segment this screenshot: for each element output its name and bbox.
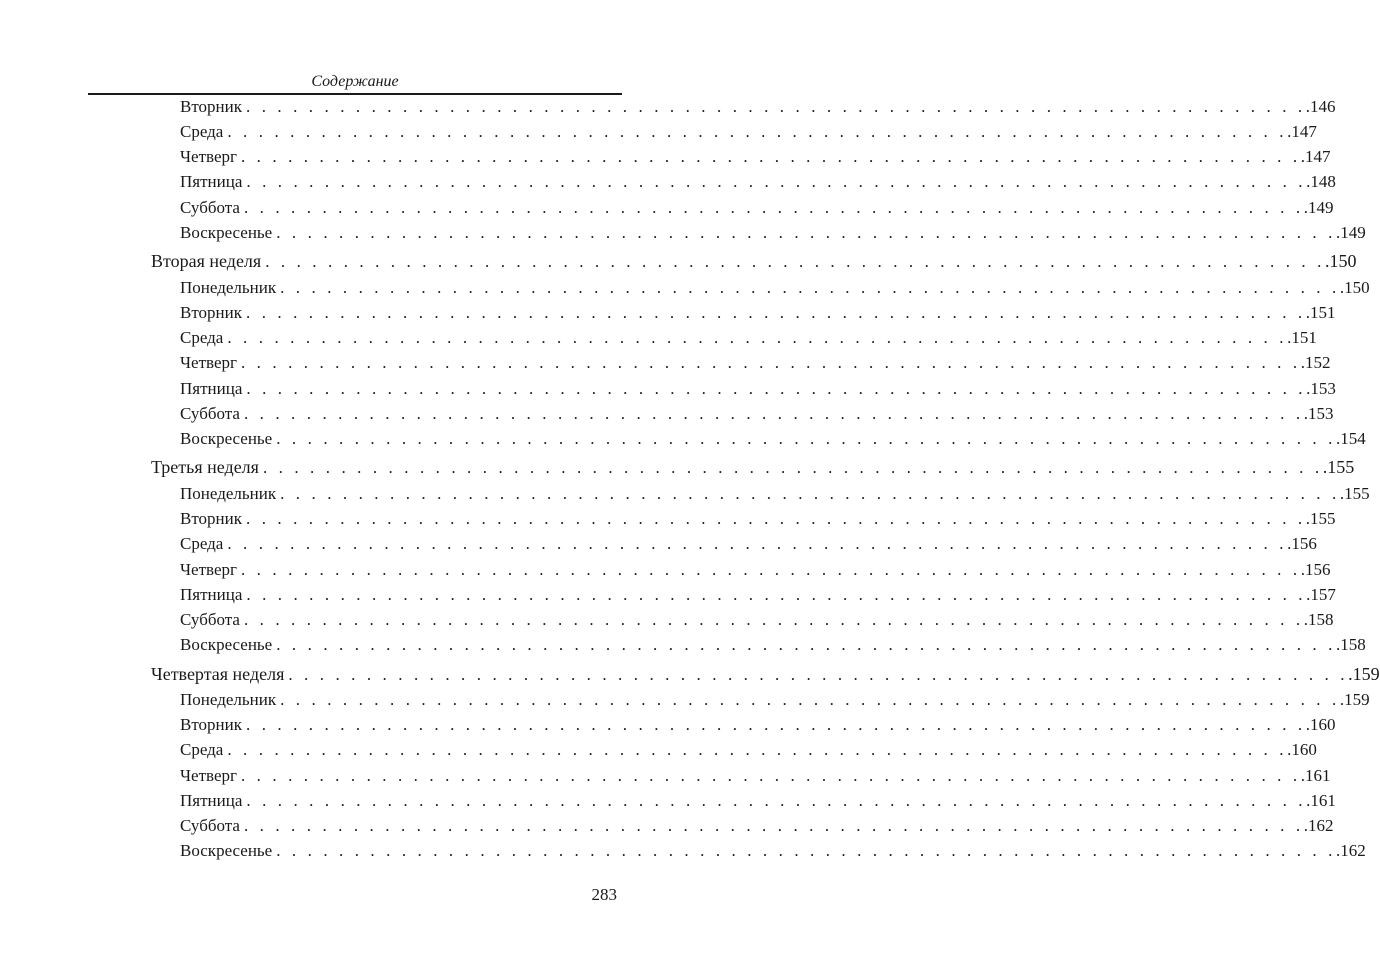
toc-entry-page: .149	[1335, 223, 1366, 242]
toc-section-entry	[0, 455, 1355, 480]
toc-entry-label: Суббота	[180, 404, 240, 423]
toc-section-entry	[0, 662, 1380, 687]
toc-entry	[0, 376, 1336, 401]
toc-entry-label: Вторник	[180, 715, 242, 734]
toc-dot-leader: . . . . . . . . . . . . . . . . . . . . . . . . . . . . . . . . . . . . . . . . . . . . . . . . . . . . . . . . . . . . . . . . . . . .	[246, 303, 1306, 322]
toc-entry-label: Среда	[180, 328, 224, 347]
toc-entry-label: Суббота	[180, 816, 240, 835]
toc-entry	[0, 300, 1336, 325]
toc-entry-label: Пятница	[180, 172, 243, 191]
toc-entry	[0, 275, 1370, 300]
toc-dot-leader: . . . . . . . . . . . . . . . . . . . . . . . . . . . . . . . . . . . . . . . . . . . . . . . . . . . . . . . . . . . . . . . . . . . .	[240, 353, 1301, 372]
toc-entry-label: Понедельник	[180, 278, 277, 297]
toc-dot-leader: . . . . . . . . . . . . . . . . . . . . . . . . . . . . . . . . . . . . . . . . . . . . . . . . . . . . . . . . . . . . . . . . . . . .	[243, 610, 1304, 629]
toc-entry-page: .150	[1324, 251, 1357, 271]
toc-entry	[0, 531, 1317, 556]
toc-entry-label: Вторник	[180, 303, 242, 322]
toc-entry	[0, 582, 1336, 607]
toc-entry-label: Четвертая неделя	[151, 664, 285, 684]
toc-entry	[0, 401, 1334, 426]
toc-entry-label: Понедельник	[180, 690, 277, 709]
toc-entry-label: Третья неделя	[151, 457, 259, 477]
toc-dot-leader: . . . . . . . . . . . . . . . . . . . . . . . . . . . . . . . . . . . . . . . . . . . . . . . . . . . . . . . . . . . . . . . . . . . .	[276, 841, 1336, 860]
toc-dot-leader: . . . . . . . . . . . . . . . . . . . . . . . . . . . . . . . . . . . . . . . . . . . . . . . . . . . . . . . . . . . . . . . . . . . .	[243, 197, 1304, 217]
toc-dot-leader: . . . . . . . . . . . . . . . . . . . . . . . . . . . . . . . . . . . . . . . . . . . . . . . . . . . . . . . . . . . . . . . . . . . .	[288, 665, 1349, 684]
toc-entry-page: .157	[1306, 585, 1336, 604]
page-number: 283	[591, 885, 617, 904]
toc-dot-leader: . . . . . . . . . . . . . . . . . . . . . . . . . . . . . . . . . . . . . . . . . . . . . . . . . . . . . . . . . . . . . . . . . . . .	[265, 252, 1325, 271]
toc-entry-page: .148	[1306, 172, 1336, 191]
toc-entry	[0, 737, 1317, 762]
toc-entry	[0, 687, 1370, 712]
toc-dot-leader: . . . . . . . . . . . . . . . . . . . . . . . . . . . . . . . . . . . . . . . . . . . . . . . . . . . . . . . . . . . . . . . . . . . .	[276, 223, 1336, 242]
toc-entry-page: .154	[1335, 429, 1366, 448]
toc-entry-page: .159	[1339, 690, 1370, 709]
toc-dot-leader: . . . . . . . . . . . . . . . . . . . . . . . . . . . . . . . . . . . . . . . . . . . . . . . . . . . . . . . . . . . . . . . . . . . .	[276, 635, 1336, 654]
toc-dot-leader: . . . . . . . . . . . . . . . . . . . . . . . . . . . . . . . . . . . . . . . . . . . . . . . . . . . . . . . . . . . . . . . . . . . .	[280, 278, 1340, 297]
toc-dot-leader: . . . . . . . . . . . . . . . . . . . . . . . . . . . . . . . . . . . . . . . . . . . . . . . . . . . . . . . . . . . . . . . . . . . .	[227, 328, 1288, 347]
toc-entry	[0, 788, 1336, 813]
toc-dot-leader: . . . . . . . . . . . . . . . . . . . . . . . . . . . . . . . . . . . . . . . . . . . . . . . . . . . . . . . . . . . . . . . . . . . .	[227, 534, 1288, 553]
toc-entry-label: Вторник	[180, 509, 242, 528]
toc-entry-page: .160	[1287, 740, 1317, 759]
toc-entry-page: .153	[1303, 404, 1334, 423]
toc-entry-page: .156	[1300, 560, 1331, 579]
toc-entry-page: .147	[1287, 122, 1317, 141]
toc-entry-label: Воскресенье	[180, 841, 273, 860]
toc-entry-page: .149	[1303, 197, 1334, 217]
toc-entry-label: Среда	[180, 740, 224, 759]
toc-entry-label: Понедельник	[180, 484, 277, 503]
toc-entry-page: .150	[1339, 278, 1370, 297]
toc-entry	[0, 712, 1336, 737]
toc-entry-page: .161	[1300, 766, 1331, 785]
toc-entry-page: .162	[1303, 816, 1334, 835]
toc-entry-label: Пятница	[180, 791, 243, 810]
toc-entry-page: .147	[1300, 147, 1331, 166]
toc-dot-leader: . . . . . . . . . . . . . . . . . . . . . . . . . . . . . . . . . . . . . . . . . . . . . . . . . . . . . . . . . . . . . . . . . . . .	[240, 147, 1301, 166]
toc-entry-label: Среда	[180, 122, 224, 141]
toc-dot-leader: . . . . . . . . . . . . . . . . . . . . . . . . . . . . . . . . . . . . . . . . . . . . . . . . . . . . . . . . . . . . . . . . . . . .	[246, 96, 1306, 116]
toc-dot-leader: . . . . . . . . . . . . . . . . . . . . . . . . . . . . . . . . . . . . . . . . . . . . . . . . . . . . . . . . . . . . . . . . . . . .	[246, 172, 1307, 191]
toc-entry-page: .161	[1306, 791, 1336, 810]
toc-entry-page: .155	[1305, 509, 1336, 528]
toc-entry	[0, 325, 1317, 350]
toc-entry-label: Пятница	[180, 379, 243, 398]
toc-dot-leader: . . . . . . . . . . . . . . . . . . . . . . . . . . . . . . . . . . . . . . . . . . . . . . . . . . . . . . . . . . . . . . . . . . . .	[227, 122, 1288, 141]
toc-entry	[0, 506, 1336, 531]
toc-entry	[0, 838, 1366, 863]
toc-entry	[0, 813, 1334, 838]
toc-dot-leader: . . . . . . . . . . . . . . . . . . . . . . . . . . . . . . . . . . . . . . . . . . . . . . . . . . . . . . . . . . . . . . . . . . . .	[240, 766, 1301, 785]
toc-dot-leader: . . . . . . . . . . . . . . . . . . . . . . . . . . . . . . . . . . . . . . . . . . . . . . . . . . . . . . . . . . . . . . . . . . . .	[246, 715, 1306, 734]
toc-dot-leader: . . . . . . . . . . . . . . . . . . . . . . . . . . . . . . . . . . . . . . . . . . . . . . . . . . . . . . . . . . . . . . . . . . . .	[280, 690, 1340, 709]
toc-dot-leader: . . . . . . . . . . . . . . . . . . . . . . . . . . . . . . . . . . . . . . . . . . . . . . . . . . . . . . . . . . . . . . . . . . . .	[276, 429, 1336, 448]
toc-entry-page: .158	[1303, 610, 1334, 629]
toc-entry-label: Четверг	[180, 560, 237, 579]
toc-entry-label: Среда	[180, 534, 224, 553]
toc-dot-leader: . . . . . . . . . . . . . . . . . . . . . . . . . . . . . . . . . . . . . . . . . . . . . . . . . . . . . . . . . . . . . . . . . . . .	[246, 791, 1307, 810]
toc-entry	[0, 144, 1331, 169]
toc-entry	[0, 632, 1366, 657]
toc-entry-label: Воскресенье	[180, 223, 273, 242]
toc-entry	[0, 763, 1331, 788]
toc-entry	[0, 94, 1336, 119]
toc-dot-leader: . . . . . . . . . . . . . . . . . . . . . . . . . . . . . . . . . . . . . . . . . . . . . . . . . . . . . . . . . . . . . . . . . . . .	[240, 560, 1301, 579]
toc-entry-page: .155	[1322, 457, 1355, 477]
toc-dot-leader: . . . . . . . . . . . . . . . . . . . . . . . . . . . . . . . . . . . . . . . . . . . . . . . . . . . . . . . . . . . . . . . . . . . .	[243, 816, 1304, 835]
toc-entry-label: Суббота	[180, 610, 240, 629]
toc-entry	[0, 607, 1334, 632]
toc-entry-label: Четверг	[180, 353, 237, 372]
toc-entry	[0, 169, 1336, 194]
toc-entry-page: .160	[1305, 715, 1336, 734]
toc-entry-label: Суббота	[180, 197, 240, 217]
toc-entry	[0, 195, 1334, 220]
toc-entry-page: .162	[1335, 841, 1366, 860]
toc-entry	[0, 220, 1366, 245]
toc-entry-page: .153	[1306, 379, 1336, 398]
toc-entry-page: .151	[1287, 328, 1317, 347]
toc-entry-page: .158	[1335, 635, 1366, 654]
toc-entry-label: Четверг	[180, 147, 237, 166]
toc-entry-label: Воскресенье	[180, 429, 273, 448]
toc-dot-leader: . . . . . . . . . . . . . . . . . . . . . . . . . . . . . . . . . . . . . . . . . . . . . . . . . . . . . . . . . . . . . . . . . . . .	[246, 379, 1307, 398]
toc-entry	[0, 557, 1331, 582]
toc-entry-page: .146	[1305, 96, 1336, 116]
toc-dot-leader: . . . . . . . . . . . . . . . . . . . . . . . . . . . . . . . . . . . . . . . . . . . . . . . . . . . . . . . . . . . . . . . . . . . .	[262, 458, 1323, 477]
toc-entry-label: Четверг	[180, 766, 237, 785]
toc-entry-page: .155	[1339, 484, 1370, 503]
toc-dot-leader: . . . . . . . . . . . . . . . . . . . . . . . . . . . . . . . . . . . . . . . . . . . . . . . . . . . . . . . . . . . . . . . . . . . .	[246, 509, 1306, 528]
toc-entry-page: .156	[1287, 534, 1317, 553]
toc-entry-page: .151	[1305, 303, 1336, 322]
toc-entry-label: Вторник	[180, 96, 242, 116]
toc-dot-leader: . . . . . . . . . . . . . . . . . . . . . . . . . . . . . . . . . . . . . . . . . . . . . . . . . . . . . . . . . . . . . . . . . . . .	[280, 484, 1340, 503]
toc-section-entry	[0, 249, 1357, 274]
toc-entry	[0, 481, 1370, 506]
running-head-title: Содержание	[311, 73, 399, 90]
toc-entry	[0, 350, 1331, 375]
toc-entry-page: .152	[1300, 353, 1331, 372]
toc-entry-label: Вторая неделя	[151, 251, 262, 271]
toc-dot-leader: . . . . . . . . . . . . . . . . . . . . . . . . . . . . . . . . . . . . . . . . . . . . . . . . . . . . . . . . . . . . . . . . . . . .	[246, 585, 1307, 604]
toc-entry	[0, 426, 1366, 451]
toc-dot-leader: . . . . . . . . . . . . . . . . . . . . . . . . . . . . . . . . . . . . . . . . . . . . . . . . . . . . . . . . . . . . . . . . . . . .	[243, 404, 1304, 423]
toc-dot-leader: . . . . . . . . . . . . . . . . . . . . . . . . . . . . . . . . . . . . . . . . . . . . . . . . . . . . . . . . . . . . . . . . . . . .	[227, 740, 1288, 759]
toc-entry-label: Воскресенье	[180, 635, 273, 654]
toc-entry	[0, 119, 1317, 144]
toc-entry-page: .159	[1348, 664, 1380, 684]
toc-entry-label: Пятница	[180, 585, 243, 604]
